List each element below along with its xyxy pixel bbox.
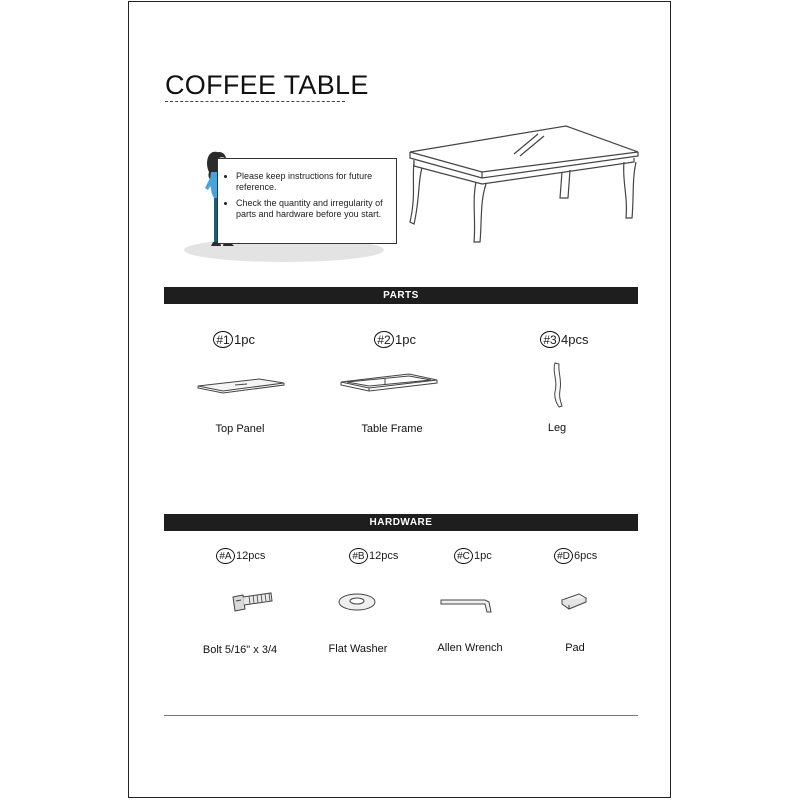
bolt-icon [231,589,275,617]
title-underline [165,101,345,102]
notice-item-2: • Check the quantity and irregularity of parts and hardware before you start. [236,198,390,220]
part-3-id [540,331,588,348]
top-panel-icon [197,376,287,396]
table-frame-icon [339,370,439,396]
allen-wrench-icon [439,594,495,616]
part-2-id [374,331,416,348]
coffee-table-illustration [404,122,644,247]
part-2-number: #2 [374,331,394,348]
leg-icon [549,362,569,408]
page-title: COFFEE TABLE [165,70,369,100]
parts-section-header: PARTS [164,287,638,304]
hardware-a-name: Bolt 5/16" x 3/4 [202,644,278,656]
hardware-b-letter: #B [349,548,368,564]
notice-item-1: • Please keep instructions for future reference. [236,171,390,193]
part-1-qty: 1pc [234,332,255,347]
hardware-c-name: Allen Wrench [437,642,503,654]
part-3-number: #3 [540,331,560,348]
hardware-c-id [454,548,492,564]
hardware-b-name: Flat Washer [328,643,388,655]
hardware-a-id [216,548,265,564]
part-2-name: Table Frame [361,423,423,435]
part-1-id [213,331,255,348]
pad-icon [559,590,589,612]
hardware-a-qty: 12pcs [236,550,266,562]
hardware-d-letter: #D [554,548,573,564]
part-1-number: #1 [213,331,233,348]
hardware-c-qty: 1pc [474,550,492,562]
part-2-qty: 1pc [395,332,416,347]
hardware-b-qty: 12pcs [369,550,399,562]
part-3-name: Leg [547,422,567,434]
part-1-name: Top Panel [215,423,265,435]
hardware-a-letter: #A [216,548,235,564]
hardware-d-name: Pad [565,642,585,654]
hardware-d-qty: 6pcs [574,550,598,562]
flat-washer-icon [337,590,377,612]
instructions-notice [217,158,397,244]
bottom-divider [164,715,638,716]
hardware-b-id [349,548,398,564]
hardware-d-id [554,548,597,564]
hardware-section-header: HARDWARE [164,514,638,531]
part-3-qty: 4pcs [561,332,589,347]
hardware-c-letter: #C [454,548,473,564]
instruction-page [128,1,671,798]
